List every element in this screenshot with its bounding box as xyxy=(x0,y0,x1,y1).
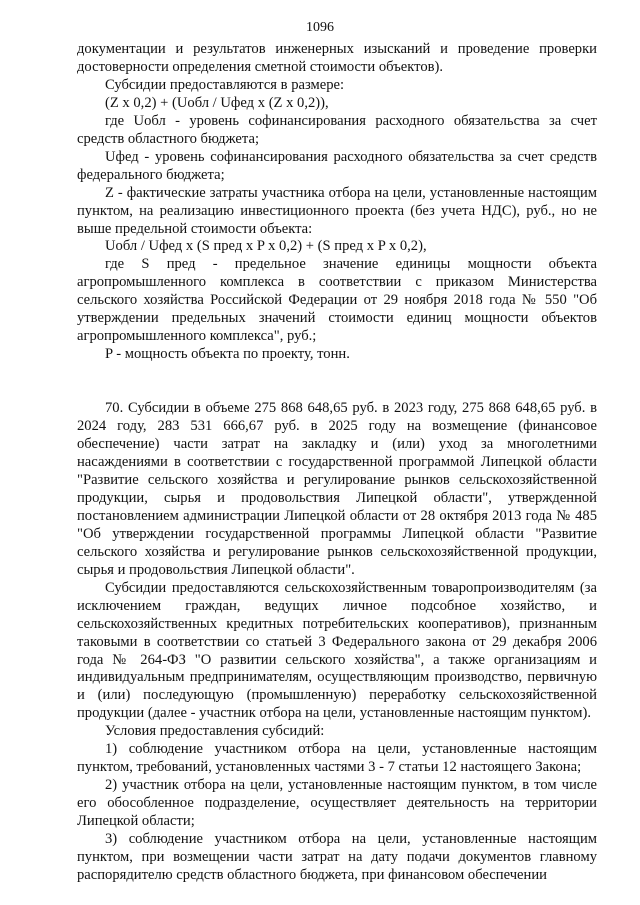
paragraph: Условия предоставления субсидий: xyxy=(105,723,325,740)
section-top xyxy=(77,41,597,364)
list-item: 1) соблюдение участником отбора на цели, установленные настоящим пунктом, требований, установленных частями 3 - 7 статьи 12 настоящего Закона; xyxy=(77,741,597,776)
list-item: 3) соблюдение участником отбора на цели, установленные настоящим пунктом, при возмещении части затрат на дату подачи документов главному распорядителю средств областного бюджета, при финансовом обеспечении xyxy=(77,831,597,883)
paragraph: Z - фактические затраты участника отбора на цели, установленные настоящим пунктом, на реализацию инвестиционного проекта (без учета НДС), руб., но не выше предельной стоимости объекта: xyxy=(77,184,597,237)
section-gap xyxy=(77,364,597,400)
paragraph: 70. Субсидии в объеме 275 868 648,65 руб. в 2023 году, 275 868 648,65 руб. в 2024 году, 283 531 666,67 руб. в 2025 году на возмещение (финансовое обеспечение) части затрат на закладку и (или) уход за многолетними насаждениями в соответствии с государственной программой Липецкой области "Развитие сельского хозяйства и регулирование рынков сельскохозяйственной продукции, сырья и продовольствия Липецкой области", утвержденной постановлением администрации Липецкой области от 28 октября 2013 года № 485 "Об утверждении государственной программы Липецкой области "Развитие сельского хозяйства и регулирование рынков сельскохозяйственной продукции, сырья и продовольствия Липецкой области". xyxy=(77,400,597,578)
paragraph: Субсидии предоставляются в размере: xyxy=(105,76,345,93)
paragraph: документации и результатов инженерных изысканий и проведение проверки достоверности определения сметной стоимости объектов). xyxy=(77,41,597,75)
section-bottom xyxy=(77,400,597,885)
paragraph: Uфед - уровень софинансирования расходного обязательства за счет средств федерального бюджета; xyxy=(77,148,597,183)
formula: Uобл / Uфед x (S пред x P x 0,2) + (S пред x P x 0,2), xyxy=(105,238,427,255)
paragraph: P - мощность объекта по проекту, тонн. xyxy=(105,346,350,363)
page-number: 1096 xyxy=(306,20,334,35)
list-item: 2) участник отбора на цели, установленные настоящим пунктом, в том числе его обособленное подразделение, осуществляет деятельность на территории Липецкой области; xyxy=(77,777,597,830)
paragraph: Субсидии предоставляются сельскохозяйственным товаропроизводителям (за исключением граждан, ведущих личное подсобное хозяйство, и сельскохозяйственных кредитных потребительских кооперативов), признанным таковыми в соответствии со статьей 3 Федерального закона от 29 декабря 2006 года № 264-ФЗ "О развитии сельского хозяйства", а также организациям и индивидуальным предпринимателям, осуществляющим производство, первичную и (или) последующую (промышленную) переработку сельскохозяйственной продукции (далее - участник отбора на цели, установленные настоящим пунктом). xyxy=(77,579,597,722)
formula: (Z x 0,2) + (Uобл / Uфед x (Z x 0,2)), xyxy=(105,94,329,111)
document-body xyxy=(77,41,597,885)
paragraph: где Uобл - уровень софинансирования расходного обязательства за счет средств областного бюджета; xyxy=(77,112,597,147)
paragraph: где S пред - предельное значение единицы мощности объекта агропромышленного комплекса в соответствии с приказом Министерства сельского хозяйства Российской Федерации от 29 ноября 2018 года № 550 "Об утверждении предельных значений стоимости единиц мощности объектов агропромышленного комплекса", руб.; xyxy=(77,256,597,345)
